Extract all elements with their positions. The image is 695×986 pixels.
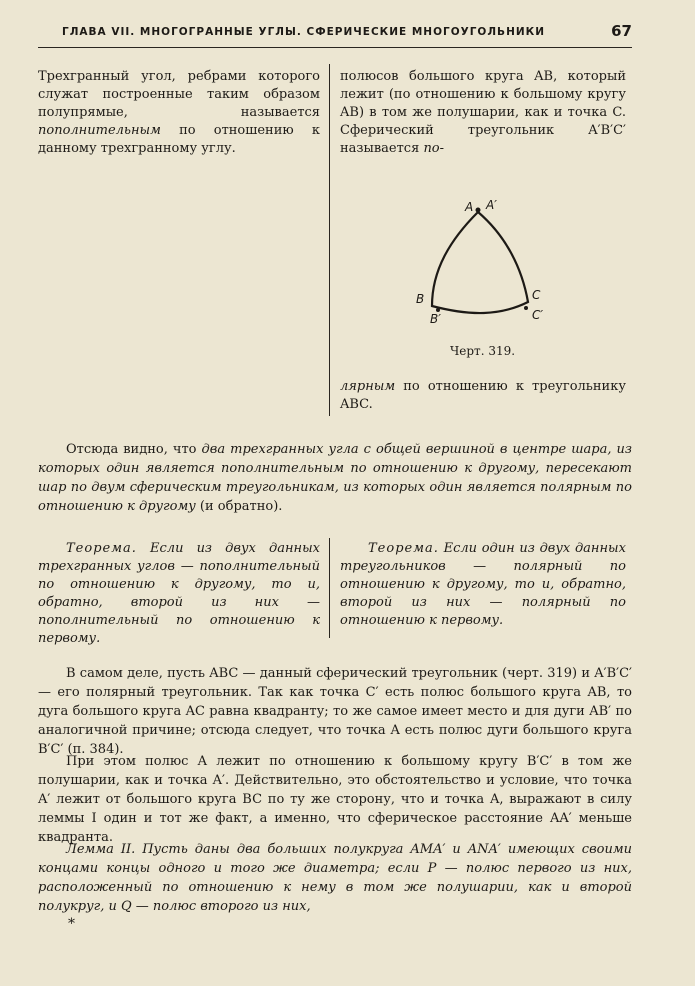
label-c-prime: C′ [532, 308, 544, 322]
figure-319 [410, 190, 570, 330]
left-p1-end: по отношению к данному трехгранному углу. [38, 123, 320, 156]
left-p1: Трехгранный угол, ребрами которого служат построенные таким образом полупрямые, называется [38, 69, 320, 120]
label-a: A [465, 200, 474, 214]
right-p1-italic: по- [423, 141, 445, 156]
paragraph-otsyuda [38, 440, 632, 516]
left-p1-italic: пополнительным [38, 123, 161, 138]
lemma-text: Пусть даны два больших полукруга AMA′ и ANA′ имеющих своими концами концы одного и того же диаметра; если P — полюс первого из них, расположенный по отношению к нему в том же полушарии, как и второй полукруг, и Q — полюс второго из них, [38, 842, 632, 914]
left-column-text [38, 68, 320, 158]
label-b-prime: B′ [430, 312, 441, 326]
column-divider-top [329, 64, 330, 416]
header-rule [38, 47, 632, 48]
otsyuda-end: (и обратно). [199, 499, 283, 514]
lemma-title: Лемма II. [66, 842, 136, 857]
theorem-right-text: Если один из двух данных треугольников — полярный по отношению к другому, то и, обратно, второй из них — полярный по отношению к первому. [340, 541, 626, 628]
label-c: C [532, 288, 541, 302]
right-column-text [340, 68, 626, 158]
theorem-right-title: Теорема. [368, 541, 439, 556]
otsyuda-start: Отсюда видно, что [66, 442, 197, 457]
column-divider-theorems [329, 538, 330, 638]
theorem-right [340, 540, 626, 630]
otsyuda-italic: два трехгранных угла с общей вершиной в центре шара, из которых один является пополнительным по отношению к другому, пересекают шар по двум сферическим треугольникам, из которых один является полярным по отношению к другому [38, 442, 632, 514]
label-a-prime: A′ [486, 198, 497, 212]
right-p2-end: по отношению к треугольнику ABC. [340, 379, 626, 412]
lemma-2 [38, 840, 632, 916]
proof-paragraph-2: При этом полюс A лежит по отношению к большому кругу B′C′ в том же полушарии, как и точка A′. Действительно, это обстоятельство и условие, что точка A′ лежит от большого круга BC по ту же сторону, что и точка A, выражают в силу леммы I один и тот же факт, а именно, что сферическое расстояние AA′ меньше квадранта. [38, 754, 632, 845]
theorem-left-title: Теорема. [66, 541, 137, 556]
theorem-left-text: Если из двух данных трехгранных углов — пополнительный по отношению к другому, то и, обратно, второй из них — пополнительный по отношению к первому. [38, 541, 320, 646]
right-p1: полюсов большого круга AB, который лежит (по отношению к большому кругу AB) в том же полушарии, как и точка C. Сферический треугольник A′B′C′ называется [340, 69, 626, 156]
running-header [62, 22, 632, 40]
right-column-continued [340, 378, 626, 414]
theorem-left [38, 540, 320, 648]
right-p2-italic: лярным [340, 379, 396, 394]
figure-caption: Черт. 319. [450, 344, 516, 358]
proof-paragraph-1: В самом деле, пусть ABC — данный сферический треугольник (черт. 319) и A′B′C′ — его полярный треугольник. Так как точка C′ есть полюс большого круга AB, то дуга большого круга AC равна квадранту; то же самое имеет место и для дуги AB′ по аналогичной причине; отсюда следует, что точка A есть полюс дуги большого круга B′C′ (п. 384). [38, 666, 632, 757]
footnote-mark: * [68, 916, 75, 932]
label-b: B [416, 292, 425, 306]
page-number: 67 [611, 22, 632, 40]
header-title: ГЛАВА VII. МНОГОГРАННЫЕ УГЛЫ. СФЕРИЧЕСКИЕ МНОГОУГОЛЬНИКИ [62, 26, 546, 38]
